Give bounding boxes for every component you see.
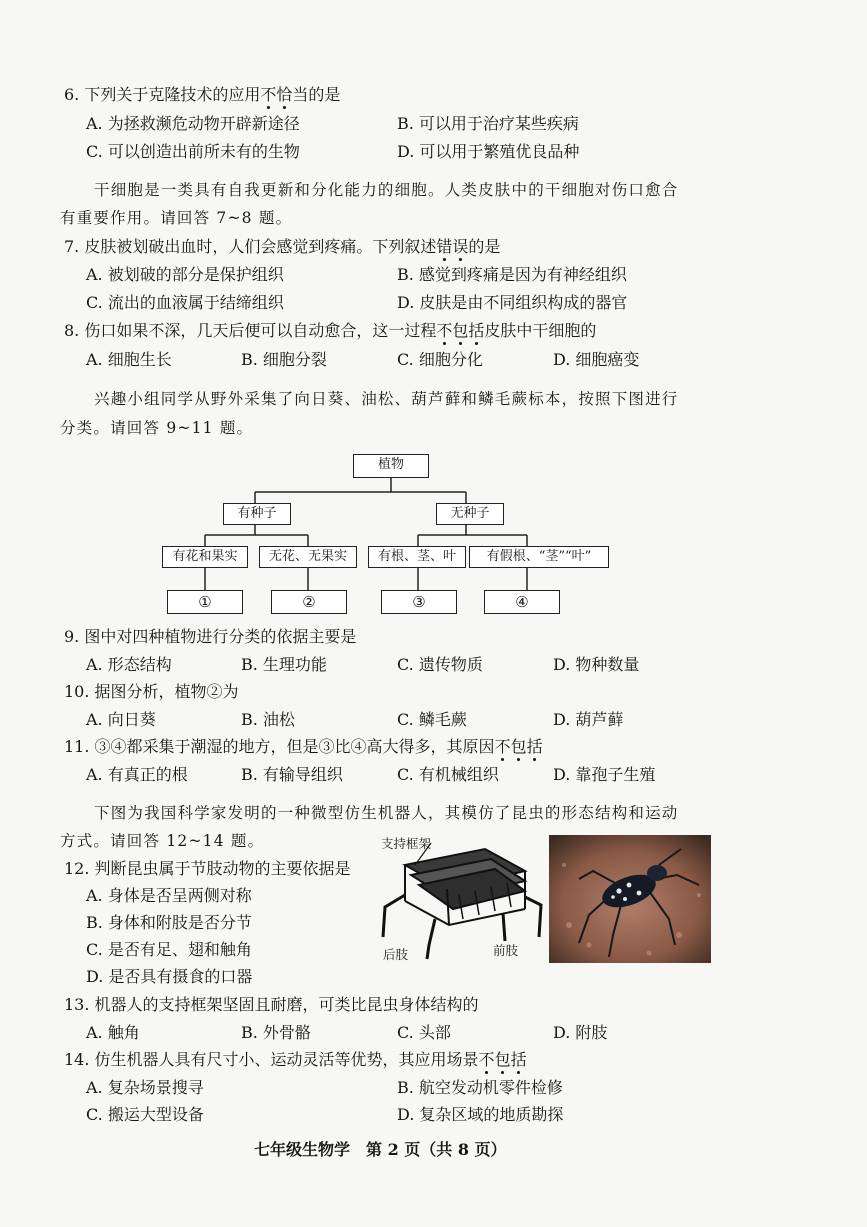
q12-option-d: D. 是否具有摄食的口器 [86, 967, 253, 986]
robot-illustration [375, 835, 545, 963]
q7-option-a: A. 被划破的部分是保护组织 [86, 265, 284, 284]
q6-option-a: A. 为拯救濒危动物开辟新途径 [86, 114, 300, 133]
passage-robot-line1: 下图为我国科学家发明的一种微型仿生机器人，其模仿了昆虫的形态结构和运动 [94, 804, 679, 822]
q11-option-c: C. 有机械组织 [397, 765, 499, 784]
q14-option-d: D. 复杂区域的地质勘探 [397, 1105, 564, 1124]
q8-option-b: B. 细胞分裂 [241, 350, 327, 369]
tree-node-no-flowers-fruits: 无花、无果实 [259, 546, 357, 568]
q10-option-d: D. 葫芦藓 [553, 710, 624, 729]
passage-stem-cells-line2: 有重要作用。请回答 7~8 题。 [60, 209, 293, 227]
robot-label-frame: 支持框架 [381, 836, 432, 851]
tiger-beetle-image [549, 835, 711, 963]
plant-classification-diagram [160, 450, 620, 620]
q8-option-d: D. 细胞癌变 [553, 350, 640, 369]
question-10-stem: 10. 据图分析，植物②为 [64, 682, 239, 701]
tree-leaf-1: ① [167, 590, 243, 614]
page-footer: 七年级生物学 第 2 页（共 8 页） [254, 1140, 507, 1159]
tree-node-flowers-fruits: 有花和果实 [162, 546, 248, 568]
passage-stem-cells-line1: 干细胞是一类具有自我更新和分化能力的细胞。人类皮肤中的干细胞对伤口愈合 [94, 181, 679, 199]
q8-option-c: C. 细胞分化 [397, 350, 483, 369]
passage-plants-line1: 兴趣小组同学从野外采集了向日葵、油松、葫芦藓和鳞毛蕨标本，按照下图进行 [94, 390, 679, 408]
q7-option-c: C. 流出的血液属于结缔组织 [86, 293, 284, 312]
robot-label-hind-limb: 后肢 [383, 947, 409, 962]
q12-option-a: A. 身体是否呈两侧对称 [86, 886, 252, 905]
tree-node-pseudo-roots: 有假根、“茎”“叶” [469, 546, 609, 568]
q9-option-d: D. 物种数量 [553, 655, 640, 674]
robot-figure [375, 835, 545, 963]
question-11-stem: 11. ③④都采集于潮湿的地方，但是③比④高大得多，其原因不包括 [64, 737, 543, 756]
tree-leaf-3: ③ [381, 590, 457, 614]
tree-leaf-2: ② [271, 590, 347, 614]
q11-option-d: D. 靠孢子生殖 [553, 765, 656, 784]
q9-option-b: B. 生理功能 [241, 655, 327, 674]
q14-option-a: A. 复杂场景搜寻 [86, 1078, 204, 1097]
question-14-stem: 14. 仿生机器人具有尺寸小、运动灵活等优势，其应用场景不包括 [64, 1050, 527, 1069]
tree-node-roots-stems-leaves: 有根、茎、叶 [368, 546, 466, 568]
q6-option-d: D. 可以用于繁殖优良品种 [397, 142, 580, 161]
q13-option-a: A. 触角 [86, 1023, 140, 1042]
q9-option-a: A. 形态结构 [86, 655, 172, 674]
q11-option-b: B. 有输导组织 [241, 765, 343, 784]
passage-plants-line2: 分类。请回答 9~11 题。 [60, 419, 254, 437]
tree-node-seeds: 有种子 [223, 503, 291, 525]
q13-option-d: D. 附肢 [553, 1023, 608, 1042]
q6-option-c: C. 可以创造出前所未有的生物 [86, 142, 300, 161]
q10-option-a: A. 向日葵 [86, 710, 156, 729]
question-9-stem: 9. 图中对四种植物进行分类的依据主要是 [64, 627, 357, 646]
q8-option-a: A. 细胞生长 [86, 350, 172, 369]
q9-option-c: C. 遗传物质 [397, 655, 483, 674]
q12-option-b: B. 身体和附肢是否分节 [86, 913, 252, 932]
q13-option-b: B. 外骨骼 [241, 1023, 311, 1042]
question-8-stem: 8. 伤口如果不深，几天后便可以自动愈合，这一过程不包括皮肤中干细胞的 [64, 321, 597, 340]
insect-photo [549, 835, 711, 963]
q14-option-b: B. 航空发动机零件检修 [397, 1078, 563, 1097]
q10-option-c: C. 鳞毛蕨 [397, 710, 467, 729]
question-7-stem: 7. 皮肤被划破出血时，人们会感觉到疼痛。下列叙述错误的是 [64, 237, 501, 256]
q7-option-d: D. 皮肤是由不同组织构成的器官 [397, 293, 628, 312]
q14-option-c: C. 搬运大型设备 [86, 1105, 204, 1124]
q7-option-b: B. 感觉到疼痛是因为有神经组织 [397, 265, 627, 284]
q10-option-b: B. 油松 [241, 710, 295, 729]
q13-option-c: C. 头部 [397, 1023, 451, 1042]
question-12-stem: 12. 判断昆虫属于节肢动物的主要依据是 [64, 859, 351, 878]
robot-label-front-limb: 前肢 [493, 943, 519, 958]
passage-robot-line2: 方式。请回答 12~14 题。 [60, 832, 265, 850]
question-6-stem: 6. 下列关于克隆技术的应用不恰当的是 [64, 85, 341, 104]
q11-option-a: A. 有真正的根 [86, 765, 188, 784]
tree-node-no-seeds: 无种子 [436, 503, 504, 525]
q12-option-c: C. 是否有足、翅和触角 [86, 940, 252, 959]
question-13-stem: 13. 机器人的支持框架坚固且耐磨，可类比昆虫身体结构的 [64, 995, 479, 1014]
tree-leaf-4: ④ [484, 590, 560, 614]
tree-root-plants: 植物 [353, 454, 429, 478]
q6-option-b: B. 可以用于治疗某些疾病 [397, 114, 579, 133]
